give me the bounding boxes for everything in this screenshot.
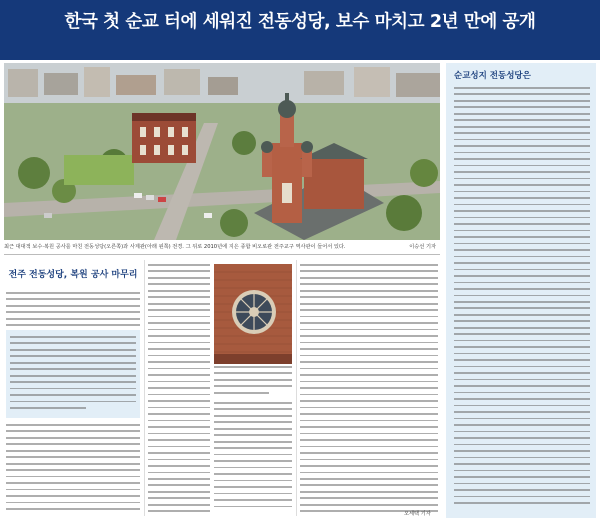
subhead-box xyxy=(6,264,140,286)
sidebar-body xyxy=(454,87,590,513)
byline: 오세택 기자 xyxy=(404,511,431,517)
subhead: 전주 전동성당, 복원 공사 마무리 xyxy=(8,270,138,280)
inset-photo-caption xyxy=(214,366,292,396)
body-column-4 xyxy=(300,264,438,517)
headline: 한국 첫 순교 터에 세워진 전동성당, 보수 마치고 2년 만에 공개 xyxy=(64,12,536,32)
column-rule xyxy=(296,260,297,516)
column-rule xyxy=(144,260,145,516)
body-column-1-lead xyxy=(6,292,140,331)
cathedral-aerial-photo xyxy=(4,63,440,240)
rose-window-facade-photo xyxy=(214,264,292,364)
divider-line xyxy=(4,254,440,255)
lead-highlight-box xyxy=(6,330,140,418)
body-column-2 xyxy=(148,264,210,517)
body-column-1 xyxy=(6,424,140,515)
sidebar-title: 순교성지 전동성당은 xyxy=(454,71,531,81)
photo-caption-text: 최근 대대적 보수·복원 공사를 마친 전동성당(오른쪽)과 사제관(아래 왼쪽) 전경. 그 뒤로 2010년에 지은 종합 비오로관 전주교구 역사관이 들어서 있다. xyxy=(4,244,346,250)
photo-caption xyxy=(4,242,436,252)
sidebar-box xyxy=(446,63,596,518)
photo-credit: 이승선 기자 xyxy=(409,244,436,250)
body-column-3 xyxy=(214,402,292,512)
headline-band xyxy=(0,0,600,60)
